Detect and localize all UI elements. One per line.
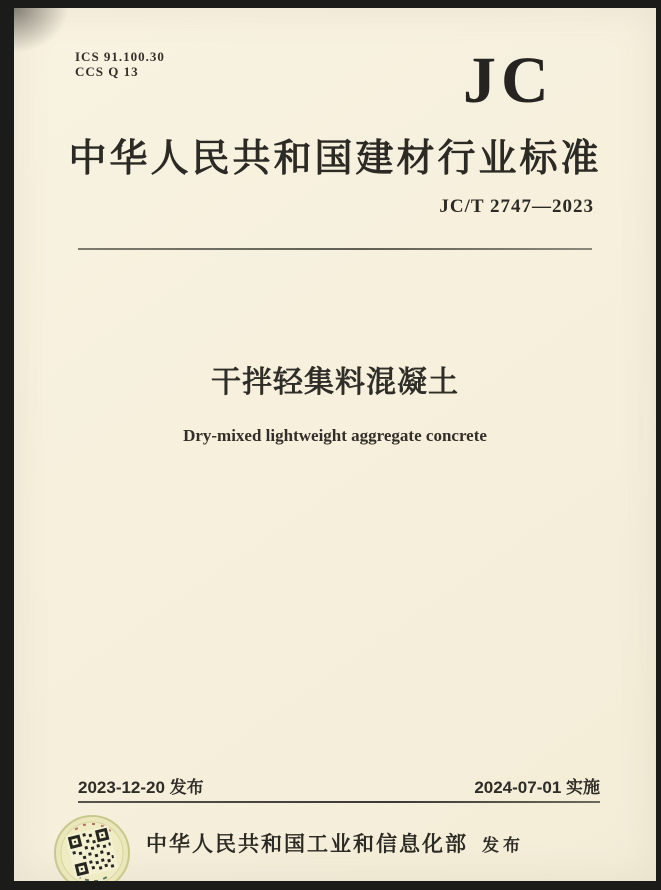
ccs-code: CCS Q 13 [75,64,139,79]
implement-date: 2024-07-01 实施 [474,778,600,797]
publisher-action: 发布 [482,836,524,855]
jc-logo: JC [463,44,554,117]
standard-heading: 中华人民共和国建材行业标准 [68,138,602,180]
page-corner-shadow [14,8,69,53]
publisher-name: 中华人民共和国工业和信息化部 [146,832,468,856]
qr-code-stamp-icon [53,814,131,881]
ics-code: ICS 91.100.30 [75,49,165,64]
header-divider [78,248,592,250]
standard-cover-page [14,8,656,881]
standard-number: JC/T 2747—2023 [439,196,594,217]
footer-divider [78,801,600,803]
issue-date: 2023-12-20 发布 [78,778,204,797]
classification-codes [75,49,165,79]
document-title-english: Dry-mixed lightweight aggregate concrete [183,426,487,445]
date-row [78,773,600,798]
document-title-chinese: 干拌轻集料混凝土 [211,366,459,399]
